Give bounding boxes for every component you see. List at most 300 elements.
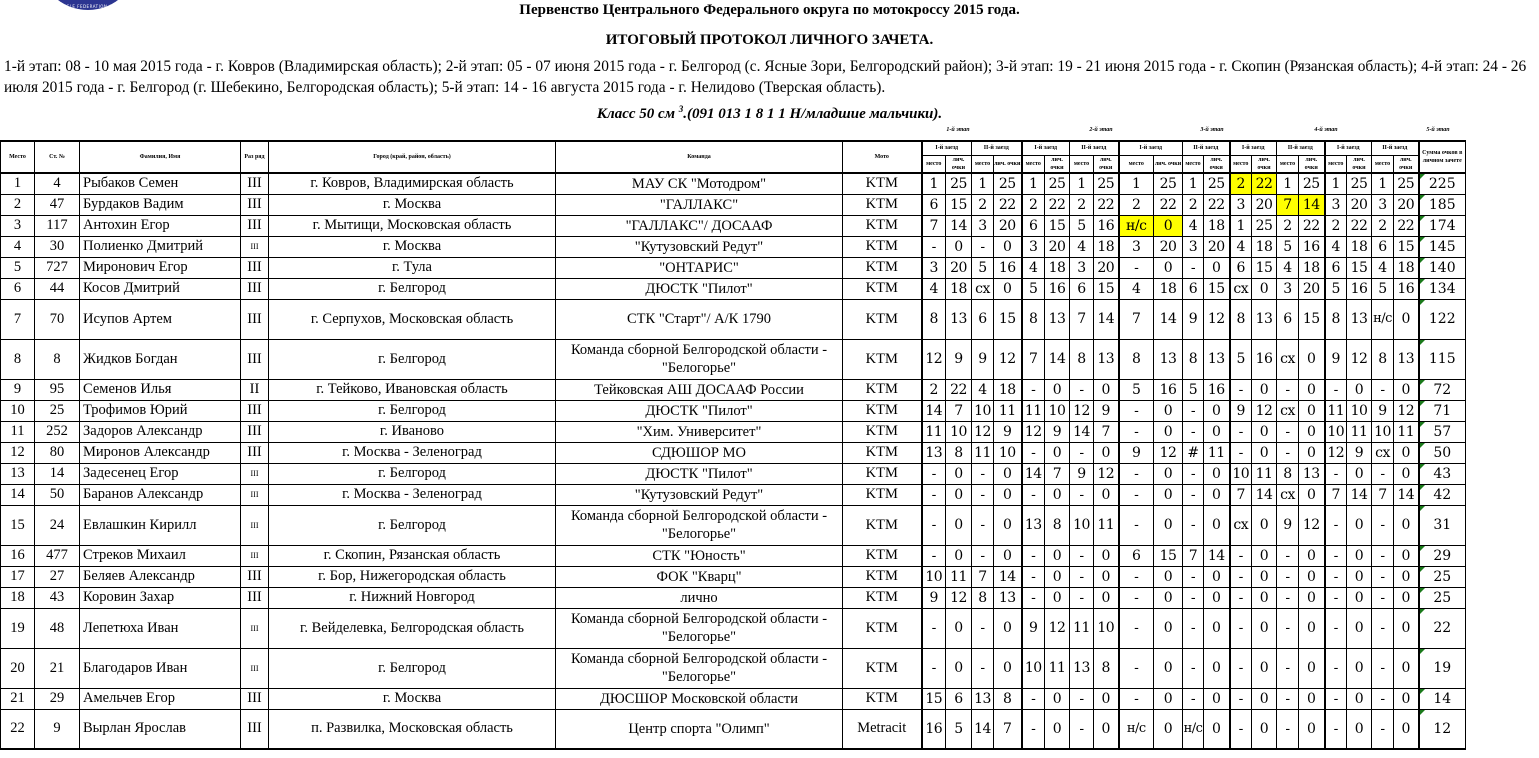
cell-race-position: 1: [922, 173, 946, 194]
cell-race-points: 0: [1299, 648, 1325, 688]
cell-race-position: -: [1070, 442, 1094, 463]
cell-race-points: 0: [1154, 648, 1183, 688]
cell-city: г. Иваново: [269, 421, 556, 442]
cell-race-points: 0: [1204, 505, 1230, 545]
cell-race-points: 20: [1394, 194, 1419, 215]
race-label: I-й заезд: [1119, 141, 1183, 155]
cell-moto: KTM: [843, 505, 922, 545]
cell-race-points: 0: [1204, 608, 1230, 648]
cell-place: 5: [1, 257, 35, 278]
cell-team: МАУ СК "Мотодром": [556, 173, 843, 194]
cell-rank: III: [241, 215, 269, 236]
cell-race-points: 0: [1394, 709, 1419, 749]
cell-race-position: -: [1277, 709, 1299, 749]
cell-race-position: -: [1230, 379, 1252, 400]
cell-name: Евлашкин Кирилл: [80, 505, 241, 545]
cell-city: г. Белгород: [269, 648, 556, 688]
cell-race-position: 7: [1183, 545, 1204, 566]
cell-race-position: -: [972, 505, 994, 545]
cell-rank: III: [241, 545, 269, 566]
cell-number: 29: [35, 688, 80, 709]
cell-race-points: 11: [1204, 442, 1230, 463]
cell-race-position: 8: [1372, 339, 1394, 379]
cell-race-position: 11: [972, 442, 994, 463]
cell-race-points: 0: [1299, 484, 1325, 505]
cell-race-position: 1: [1230, 215, 1252, 236]
cell-race-position: 2: [1372, 215, 1394, 236]
cell-race-position: 14: [922, 400, 946, 421]
cell-race-position: -: [1119, 257, 1154, 278]
cell-city: г. Мытищи, Московская область: [269, 215, 556, 236]
cell-moto: KTM: [843, 608, 922, 648]
cell-race-position: -: [972, 463, 994, 484]
cell-race-points: 0: [1394, 463, 1419, 484]
cell-race-position: -: [1325, 566, 1347, 587]
cell-race-position: 2: [1070, 194, 1094, 215]
cell-race-position: 4: [1230, 236, 1252, 257]
cell-race-position: 10: [1070, 505, 1094, 545]
cell-race-points: 8: [994, 688, 1022, 709]
cell-race-position: 1: [972, 173, 994, 194]
cell-race-position: 12: [922, 339, 946, 379]
cell-race-points: 16: [1045, 278, 1070, 299]
cell-race-position: -: [1325, 587, 1347, 608]
cell-rank: III: [241, 463, 269, 484]
col-race-points: лич. очки: [1094, 155, 1119, 173]
cell-race-position: 7: [1325, 484, 1347, 505]
cell-race-position: 7: [1070, 299, 1094, 339]
cell-total: 25: [1419, 566, 1466, 587]
cell-race-points: 16: [1094, 215, 1119, 236]
cell-race-position: 5: [972, 257, 994, 278]
cell-place: 11: [1, 421, 35, 442]
cell-race-points: 13: [946, 299, 972, 339]
cell-rank: III: [241, 442, 269, 463]
cell-city: г. Тейково, Ивановская область: [269, 379, 556, 400]
cell-moto: KTM: [843, 173, 922, 194]
cell-race-position: -: [922, 463, 946, 484]
col-team: Команда: [556, 141, 843, 173]
cell-race-points: 25: [1394, 173, 1419, 194]
cell-race-points: 8: [1094, 648, 1119, 688]
cell-race-points: 0: [1394, 299, 1419, 339]
cell-race-points: 18: [1252, 236, 1277, 257]
table-row: [1, 587, 1466, 608]
stage-label-1: 1-й этап: [946, 127, 970, 133]
cell-race-points: 22: [1154, 194, 1183, 215]
cell-race-position: -: [1277, 421, 1299, 442]
cell-race-points: 25: [1154, 173, 1183, 194]
cell-number: 14: [35, 463, 80, 484]
cell-race-position: -: [1183, 648, 1204, 688]
cell-race-position: -: [922, 608, 946, 648]
cell-race-position: -: [1372, 587, 1394, 608]
cell-race-points: 25: [946, 173, 972, 194]
cell-race-points: 0: [1394, 608, 1419, 648]
cell-name: Косов Дмитрий: [80, 278, 241, 299]
cell-number: 117: [35, 215, 80, 236]
cell-race-points: 14: [1204, 545, 1230, 566]
col-race-position: место: [1325, 155, 1347, 173]
cell-race-position: 3: [1119, 236, 1154, 257]
col-race-points: лич. очки: [994, 155, 1022, 173]
col-race-points: лич. очки: [1347, 155, 1372, 173]
cell-race-position: -: [1183, 484, 1204, 505]
cell-race-position: 6: [1022, 215, 1045, 236]
cell-race-points: 0: [946, 463, 972, 484]
cell-race-position: 14: [972, 709, 994, 749]
table-row: [1, 442, 1466, 463]
cell-race-position: -: [1372, 709, 1394, 749]
cell-race-position: 12: [972, 421, 994, 442]
cell-total: 43: [1419, 463, 1466, 484]
cell-race-points: 0: [1394, 648, 1419, 688]
cell-race-points: 0: [1347, 545, 1372, 566]
cell-race-points: 22: [1045, 194, 1070, 215]
cell-race-points: 0: [1299, 545, 1325, 566]
cell-race-points: 0: [1252, 421, 1277, 442]
cell-race-position: 7: [1277, 194, 1299, 215]
cell-team: СТК "Юность": [556, 545, 843, 566]
cell-race-position: -: [1325, 379, 1347, 400]
cell-race-position: -: [1183, 566, 1204, 587]
race-label: II-й заезд: [1183, 141, 1230, 155]
cell-race-points: 25: [1045, 173, 1070, 194]
table-row: [1, 194, 1466, 215]
cell-race-position: -: [1119, 421, 1154, 442]
cell-race-points: 9: [1094, 400, 1119, 421]
cell-race-points: 0: [946, 505, 972, 545]
cell-race-points: 0: [1204, 484, 1230, 505]
cell-moto: KTM: [843, 278, 922, 299]
cell-race-points: 11: [1252, 463, 1277, 484]
class-prefix: Класс 50 см: [596, 106, 675, 122]
cell-name: Благодаров Иван: [80, 648, 241, 688]
cell-race-points: 0: [1394, 379, 1419, 400]
race-label: I-й заезд: [1022, 141, 1070, 155]
cell-race-points: 0: [994, 648, 1022, 688]
cell-race-points: 0: [1204, 400, 1230, 421]
class-suffix: .(091 013 1 8 1 1 Н/младшие мальчики).: [683, 106, 943, 122]
race-label: II-й заезд: [1372, 141, 1419, 155]
cell-race-points: 8: [1045, 505, 1070, 545]
cell-race-position: -: [1372, 648, 1394, 688]
cell-moto: KTM: [843, 463, 922, 484]
cell-place: 19: [1, 608, 35, 648]
cell-race-points: 10: [1094, 608, 1119, 648]
table-row: [1, 379, 1466, 400]
cell-place: 12: [1, 442, 35, 463]
cell-race-position: сх: [1230, 278, 1252, 299]
table-row: [1, 215, 1466, 236]
cell-moto: KTM: [843, 299, 922, 339]
cell-race-position: 13: [1070, 648, 1094, 688]
cell-team: Команда сборной Белгородской области - "Белогорье": [556, 608, 843, 648]
cell-race-points: 20: [994, 215, 1022, 236]
cell-race-position: 1: [1022, 173, 1045, 194]
cell-moto: KTM: [843, 339, 922, 379]
cell-race-position: 2: [922, 379, 946, 400]
cell-race-points: 0: [1347, 566, 1372, 587]
cell-race-points: 12: [1347, 339, 1372, 379]
cell-race-points: 15: [1204, 278, 1230, 299]
cell-race-points: 25: [1347, 173, 1372, 194]
cell-number: 727: [35, 257, 80, 278]
table-row: [1, 257, 1466, 278]
cell-race-points: 0: [1094, 545, 1119, 566]
cell-race-position: -: [1230, 608, 1252, 648]
cell-race-points: 0: [1204, 688, 1230, 709]
cell-race-points: 10: [1347, 400, 1372, 421]
cell-race-position: 5: [1372, 278, 1394, 299]
cell-race-points: 0: [1045, 442, 1070, 463]
cell-place: 4: [1, 236, 35, 257]
cell-race-position: 10: [1372, 421, 1394, 442]
cell-team: ДЮСТК "Пилот": [556, 278, 843, 299]
cell-race-points: 0: [1347, 463, 1372, 484]
cell-moto: KTM: [843, 215, 922, 236]
cell-race-points: 0: [1045, 709, 1070, 749]
cell-race-points: 20: [1045, 236, 1070, 257]
cell-race-points: 0: [1299, 608, 1325, 648]
cell-team: ДЮСШОР Московской области: [556, 688, 843, 709]
cell-number: 477: [35, 545, 80, 566]
class-sup: 3: [678, 104, 684, 114]
cell-race-points: 0: [1154, 709, 1183, 749]
cell-moto: KTM: [843, 648, 922, 688]
cell-race-points: 11: [1094, 505, 1119, 545]
cell-race-points: 0: [1204, 709, 1230, 749]
cell-race-points: 0: [1154, 421, 1183, 442]
cell-race-position: 7: [1372, 484, 1394, 505]
cell-race-position: -: [1325, 709, 1347, 749]
cell-name: Амельчев Егор: [80, 688, 241, 709]
cell-moto: KTM: [843, 587, 922, 608]
cell-race-points: 25: [1204, 173, 1230, 194]
cell-race-points: 0: [1347, 379, 1372, 400]
cell-race-position: -: [972, 236, 994, 257]
cell-race-points: 0: [1204, 566, 1230, 587]
cell-team: "Хим. Университет": [556, 421, 843, 442]
cell-race-points: 0: [1347, 648, 1372, 688]
cell-race-position: -: [1230, 442, 1252, 463]
race-label: II-й заезд: [1277, 141, 1325, 155]
cell-name: Лепетюха Иван: [80, 608, 241, 648]
cell-race-position: 11: [1070, 608, 1094, 648]
col-rank: Раз ряд: [241, 141, 269, 173]
cell-race-points: 13: [1394, 339, 1419, 379]
cell-race-points: 12: [1154, 442, 1183, 463]
cell-rank: III: [241, 688, 269, 709]
cell-race-position: 1: [1372, 173, 1394, 194]
cell-race-position: 16: [922, 709, 946, 749]
cell-race-position: 7: [922, 215, 946, 236]
cell-place: 20: [1, 648, 35, 688]
cell-race-position: 6: [1070, 278, 1094, 299]
cell-race-position: 12: [1070, 400, 1094, 421]
cell-number: 4: [35, 173, 80, 194]
cell-race-position: -: [972, 648, 994, 688]
cell-race-position: 3: [1277, 278, 1299, 299]
cell-race-points: 0: [1394, 587, 1419, 608]
cell-race-position: -: [1325, 648, 1347, 688]
cell-race-points: 10: [946, 421, 972, 442]
cell-race-position: -: [1022, 484, 1045, 505]
cell-race-points: 0: [1094, 688, 1119, 709]
cell-race-points: 12: [1045, 608, 1070, 648]
cell-number: 44: [35, 278, 80, 299]
cell-number: 24: [35, 505, 80, 545]
cell-race-points: 0: [1299, 688, 1325, 709]
col-name: Фамилия, Имя: [80, 141, 241, 173]
cell-race-points: 18: [1347, 236, 1372, 257]
cell-race-position: 6: [972, 299, 994, 339]
cell-race-points: 0: [1252, 648, 1277, 688]
cell-race-position: -: [1372, 463, 1394, 484]
cell-race-position: 6: [1119, 545, 1154, 566]
cell-race-position: -: [1277, 545, 1299, 566]
col-number: Ст. №: [35, 141, 80, 173]
cell-number: 47: [35, 194, 80, 215]
cell-race-position: 12: [1022, 421, 1045, 442]
cell-race-position: 4: [922, 278, 946, 299]
col-race-position: место: [1183, 155, 1204, 173]
cell-race-position: -: [1230, 688, 1252, 709]
cell-race-position: 8: [922, 299, 946, 339]
cell-place: 10: [1, 400, 35, 421]
cell-race-points: 0: [1154, 463, 1183, 484]
cell-race-points: 11: [1347, 421, 1372, 442]
cell-race-points: 0: [1154, 484, 1183, 505]
cell-race-points: 15: [946, 194, 972, 215]
cell-moto: KTM: [843, 421, 922, 442]
cell-place: 1: [1, 173, 35, 194]
cell-city: г. Белгород: [269, 278, 556, 299]
cell-name: Исупов Артем: [80, 299, 241, 339]
cell-race-points: 0: [1347, 505, 1372, 545]
cell-race-points: 0: [1394, 688, 1419, 709]
cell-city: г. Москва: [269, 236, 556, 257]
col-race-points: лич. очки: [1299, 155, 1325, 173]
cell-name: Задесенец Егор: [80, 463, 241, 484]
cell-race-points: 0: [946, 648, 972, 688]
race-label: I-й заезд: [1325, 141, 1372, 155]
cell-team: Команда сборной Белгородской области - "Белогорье": [556, 505, 843, 545]
results-table: [0, 140, 1466, 750]
cell-city: г. Бор, Нижегородская область: [269, 566, 556, 587]
cell-race-position: 10: [972, 400, 994, 421]
cell-race-points: 11: [1394, 421, 1419, 442]
cell-moto: KTM: [843, 484, 922, 505]
cell-race-points: 14: [1299, 194, 1325, 215]
cell-rank: III: [241, 236, 269, 257]
cell-race-position: н/с: [1372, 299, 1394, 339]
cell-race-position: 8: [1230, 299, 1252, 339]
cell-race-points: 0: [994, 484, 1022, 505]
cell-race-position: -: [1230, 709, 1252, 749]
cell-rank: III: [241, 278, 269, 299]
cell-race-points: 13: [1252, 299, 1277, 339]
cell-race-position: н/с: [1119, 709, 1154, 749]
cell-race-points: 0: [1299, 421, 1325, 442]
col-race-points: лич. очки: [1394, 155, 1419, 173]
cell-team: Тейковская АШ ДОСААФ России: [556, 379, 843, 400]
cell-number: 8: [35, 339, 80, 379]
cell-name: Задоров Александр: [80, 421, 241, 442]
cell-race-position: 15: [922, 688, 946, 709]
cell-race-points: 15: [1045, 215, 1070, 236]
cell-rank: III: [241, 484, 269, 505]
class-heading: [0, 104, 1539, 123]
cell-race-points: 16: [1347, 278, 1372, 299]
cell-race-position: -: [1372, 379, 1394, 400]
col-race-position: место: [1277, 155, 1299, 173]
cell-race-points: 0: [1252, 545, 1277, 566]
cell-race-points: 15: [1394, 236, 1419, 257]
cell-race-points: 0: [1394, 545, 1419, 566]
cell-race-points: 0: [946, 484, 972, 505]
cell-moto: KTM: [843, 400, 922, 421]
cell-race-points: 0: [1045, 587, 1070, 608]
cell-race-position: -: [1277, 587, 1299, 608]
cell-race-points: 12: [946, 587, 972, 608]
cell-rank: III: [241, 587, 269, 608]
cell-race-position: 9: [1325, 339, 1347, 379]
cell-place: 9: [1, 379, 35, 400]
cell-race-position: 6: [1183, 278, 1204, 299]
cell-race-position: -: [1372, 688, 1394, 709]
cell-race-points: 12: [1204, 299, 1230, 339]
cell-moto: Metracit: [843, 709, 922, 749]
cell-race-points: 11: [946, 566, 972, 587]
cell-race-points: 0: [946, 608, 972, 648]
cell-number: 43: [35, 587, 80, 608]
cell-city: г. Москва - Зеленоград: [269, 484, 556, 505]
cell-race-position: 9: [1277, 505, 1299, 545]
cell-race-position: 11: [1022, 400, 1045, 421]
cell-race-position: -: [1070, 484, 1094, 505]
cell-place: 7: [1, 299, 35, 339]
cell-team: "ГАЛЛАКС": [556, 194, 843, 215]
cell-race-points: 0: [1094, 442, 1119, 463]
cell-name: Беляев Александр: [80, 566, 241, 587]
cell-race-position: -: [922, 484, 946, 505]
cell-race-points: 20: [1204, 236, 1230, 257]
cell-city: г. Тула: [269, 257, 556, 278]
cell-race-position: -: [1119, 608, 1154, 648]
cell-race-points: 0: [994, 608, 1022, 648]
cell-race-position: 3: [1325, 194, 1347, 215]
cell-race-position: 3: [1183, 236, 1204, 257]
cell-race-position: 7: [972, 566, 994, 587]
cell-rank: III: [241, 505, 269, 545]
cell-race-position: 10: [922, 566, 946, 587]
cell-race-points: 25: [1252, 215, 1277, 236]
cell-race-position: 4: [1277, 257, 1299, 278]
cell-race-position: -: [1022, 688, 1045, 709]
cell-race-position: -: [1070, 587, 1094, 608]
cell-race-points: 22: [1094, 194, 1119, 215]
cell-race-points: 0: [1252, 587, 1277, 608]
cell-place: 13: [1, 463, 35, 484]
cell-race-points: 18: [1094, 236, 1119, 257]
cell-race-position: -: [922, 648, 946, 688]
stage-label-2: 2-й этап: [1089, 127, 1113, 133]
cell-race-points: 13: [1154, 339, 1183, 379]
cell-race-points: 12: [1394, 400, 1419, 421]
cell-race-position: 4: [1183, 215, 1204, 236]
cell-race-points: 7: [946, 400, 972, 421]
